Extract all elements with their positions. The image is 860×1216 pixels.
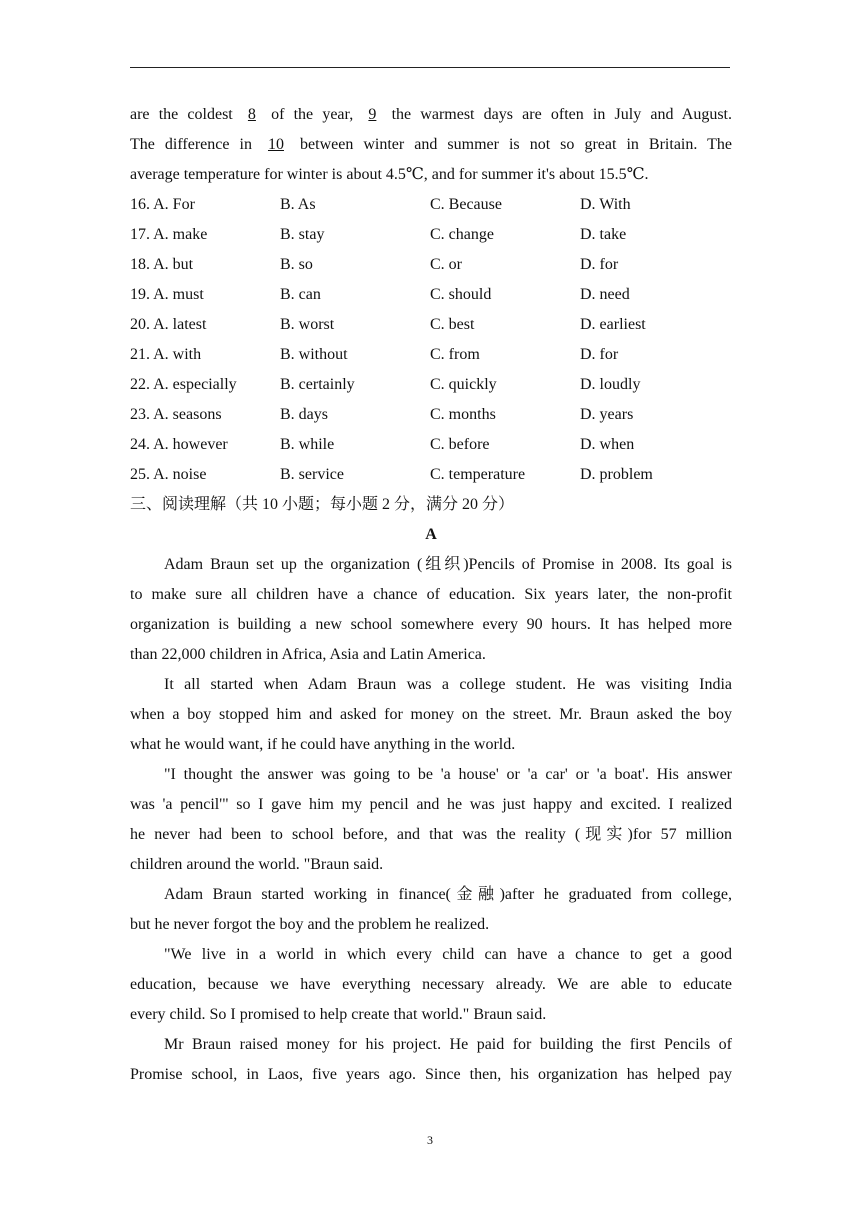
- blank-8: 8: [247, 106, 256, 123]
- page-content: [130, 100, 732, 1090]
- option-row-17: 17. A. make B. stay C. change D. take: [130, 226, 627, 243]
- intro-line-2: The difference in 10 between winter and summer is not so great in Britain. The: [130, 136, 732, 153]
- option-row-19: 19. A. must B. can C. should D. need: [130, 286, 630, 303]
- passage-line: education, because we have everything necessary already. We are able to educate: [130, 976, 732, 993]
- passage-line: what he would want, if he could have anything in the world.: [130, 736, 516, 753]
- option-row-24: 24. A. however B. while C. before D. when: [130, 436, 635, 453]
- header-rule: [130, 67, 730, 68]
- page-number: 3: [427, 1133, 433, 1147]
- option-row-16: 16. A. For B. As C. Because D. With: [130, 196, 631, 213]
- intro-line-1: are the coldest 8 of the year, 9 the warmest days are often in July and August.: [130, 106, 733, 123]
- option-row-20: 20. A. latest B. worst C. best D. earliest: [130, 316, 646, 333]
- passage-line: than 22,000 children in Africa, Asia and Latin America.: [130, 646, 486, 663]
- passage-line: Mr Braun raised money for his project. He paid for building the first Pencils of: [164, 1036, 732, 1053]
- passage-line: Promise school, in Laos, five years ago. Since then, his organization has helped pay: [130, 1066, 732, 1083]
- intro-line-3: average temperature for winter is about 4.5℃, and for summer it's about 15.5℃.: [130, 166, 649, 183]
- passage-line: was 'a pencil'" so I gave him my pencil and he was just happy and excited. I realized: [130, 796, 732, 813]
- passage-line: to make sure all children have a chance of education. Six years later, the non-profit: [130, 586, 732, 603]
- option-row-18: 18. A. but B. so C. or D. for: [130, 256, 619, 273]
- blank-9: 9: [368, 106, 377, 123]
- option-row-25: 25. A. noise B. service C. temperature D. problem: [130, 466, 653, 483]
- passage-line: but he never forgot the boy and the problem he realized.: [130, 916, 490, 933]
- option-row-23: 23. A. seasons B. days C. months D. years: [130, 406, 634, 423]
- section-heading: 三、阅读理解（共 10 小题；每小题 2 分，满分 20 分）: [130, 496, 515, 513]
- passage-line: when a boy stopped him and asked for money on the street. Mr. Braun asked the boy: [130, 706, 732, 723]
- blank-10: 10: [267, 136, 284, 153]
- passage-line: "We live in a world in which every child can have a chance to get a good: [164, 946, 732, 963]
- passage-line: Adam Braun started working in finance(金融)after he graduated from college,: [164, 886, 732, 903]
- options-table: [130, 190, 732, 490]
- passage-line: Adam Braun set up the organization (组织)Pencils of Promise in 2008. Its goal is: [164, 556, 732, 573]
- option-row-21: 21. A. with B. without C. from D. for: [130, 346, 619, 363]
- option-row-22: 22. A. especially B. certainly C. quickly D. loudly: [130, 376, 641, 393]
- passage-line: every child. So I promised to help create that world." Braun said.: [130, 1006, 547, 1023]
- passage-title: A: [425, 526, 437, 543]
- passage-line: It all started when Adam Braun was a college student. He was visiting India: [164, 676, 732, 693]
- passage-line: organization is building a new school somewhere every 90 hours. It has helped more: [130, 616, 732, 633]
- passage-line: "I thought the answer was going to be 'a house' or 'a car' or 'a boat'. His answer: [164, 766, 732, 783]
- passage-line: he never had been to school before, and that was the reality (现实)for 57 million: [130, 826, 732, 843]
- passage-line: children around the world. "Braun said.: [130, 856, 384, 873]
